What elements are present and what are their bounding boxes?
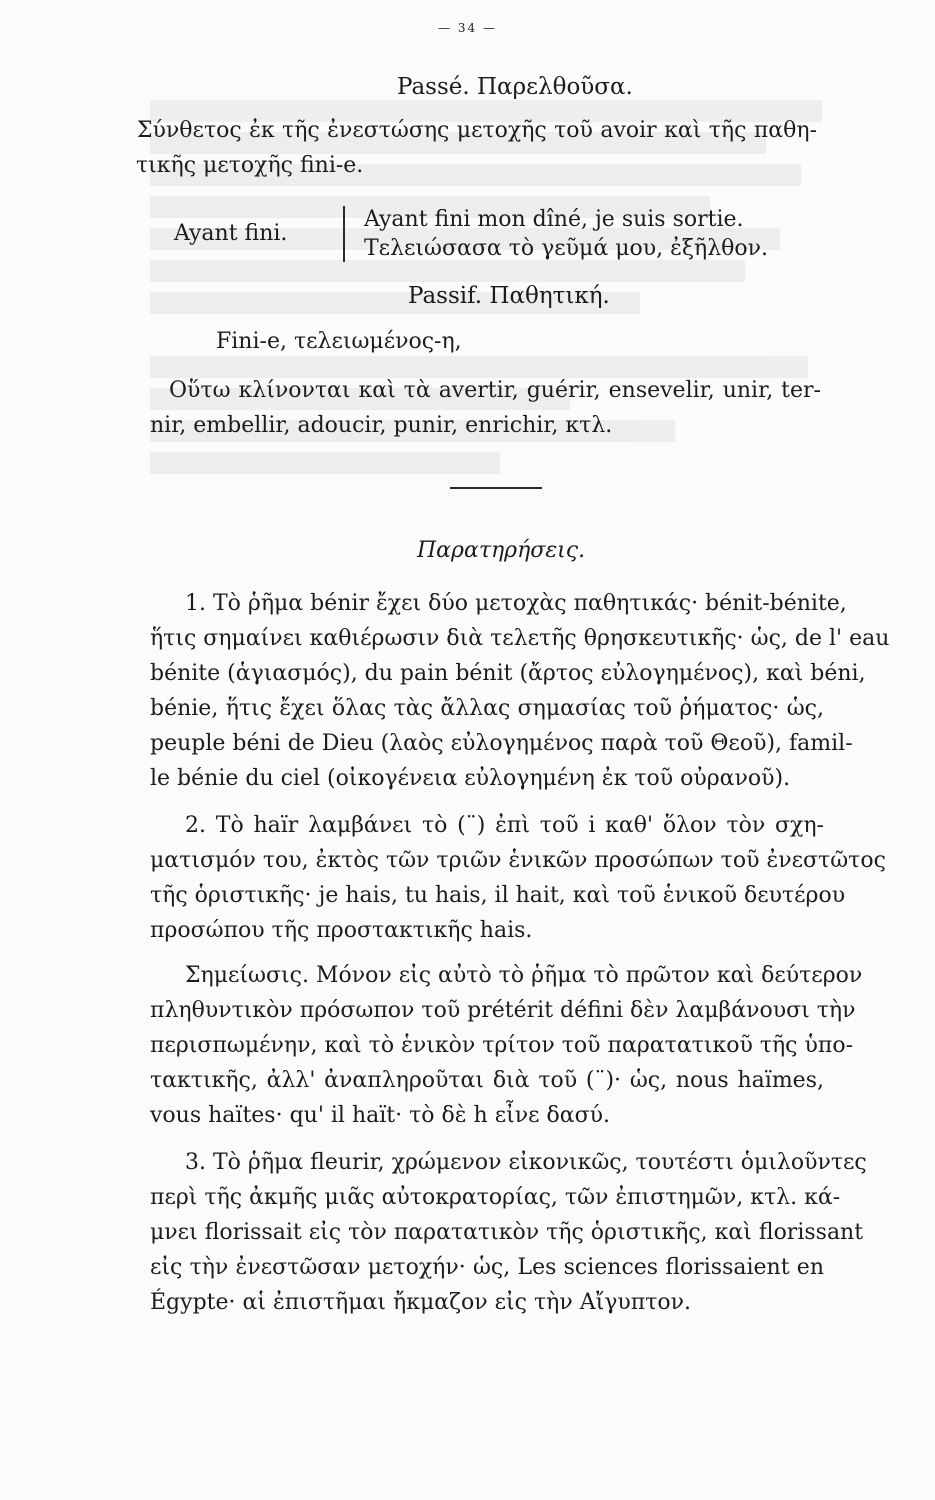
verbs-line-2: nir, embellir, adoucir, punir, enrichir, κτλ. xyxy=(150,413,613,438)
passif-heading: Passif. Παθητική. xyxy=(408,283,610,309)
obs-line-4: bénie, ἥτις ἔχει ὅλας τὰς ἄλλας σημασίας τοῦ ῥήματος· ὡς, xyxy=(150,696,824,721)
observations-title: Παρατηρήσεις. xyxy=(417,538,586,563)
brace-divider xyxy=(343,206,345,262)
obs-line-15: vous haïtes· qu' il haït· τὸ δὲ h εἶνε δασύ. xyxy=(150,1103,610,1128)
page-number: — 34 — xyxy=(438,21,497,35)
example-french: Ayant fini mon dîné, je suis sortie. xyxy=(364,207,744,232)
compound-line-1: Σύνθετος ἐκ τῆς ἐνεστώσης μετοχῆς τοῦ avoir καὶ τῆς παθη- xyxy=(137,118,817,143)
section-rule xyxy=(450,487,542,489)
obs-line-12: πληθυντικὸν πρόσωπον τοῦ prétérit défini δὲν λαμβάνουσι τὴν xyxy=(150,998,856,1023)
fini-line: Fini-e, τελειωμένος-η, xyxy=(216,329,462,354)
obs-line-16: 3. Τὸ ῥῆμα fleurir, χρώμενον εἰκονικῶς, τουτέστι ὁμιλοῦντες xyxy=(185,1150,867,1175)
obs-line-3: bénite (ἁγιασμός), du pain bénit (ἄρτος εὐλογημένος), καὶ béni, xyxy=(150,661,866,686)
ayant-fini-label: Ayant fini. xyxy=(174,221,288,246)
obs-line-18: μνει florissait εἰς τὸν παρατατικὸν τῆς ὁριστικῆς, καὶ florissant xyxy=(150,1220,864,1245)
obs-line-1: 1. Τὸ ῥῆμα bénir ἔχει δύο μετοχὰς παθητικάς· bénit-bénite, xyxy=(185,591,847,616)
obs-line-14: τακτικῆς, ἀλλ' ἀναπληροῦται διὰ τοῦ (¨)· ὡς, nous haïmes, xyxy=(150,1068,824,1093)
obs-line-10: προσώπου τῆς προστακτικῆς hais. xyxy=(150,918,533,943)
example-greek: Τελειώσασα τὸ γεῦμά μου, ἐξῆλθον. xyxy=(364,236,769,261)
obs-line-2: ἥτις σημαίνει καθιέρωσιν διὰ τελετῆς θρησκευτικῆς· ὡς, de l' eau xyxy=(150,626,890,651)
obs-line-19: εἰς τὴν ἐνεστῶσαν μετοχήν· ὡς, Les sciences florissaient en xyxy=(150,1255,824,1280)
obs-line-8: ματισμόν του, ἐκτὸς τῶν τριῶν ἑνικῶν προσώπων τοῦ ἐνεστῶτος xyxy=(150,848,886,873)
obs-line-9: τῆς ὁριστικῆς· je hais, tu hais, il hait, καὶ τοῦ ἑνικοῦ δευτέρου xyxy=(150,883,846,908)
obs-line-20: Égypte· αἱ ἐπιστῆμαι ἤκμαζον εἰς τὴν Αἴγυπτον. xyxy=(150,1290,691,1315)
verbs-line-1: Οὕτω κλίνονται καὶ τὰ avertir, guérir, ensevelir, unir, ter- xyxy=(169,378,821,403)
obs-line-11: Σημείωσις. Μόνον εἰς αὐτὸ τὸ ῥῆμα τὸ πρῶτον καὶ δεύτερον xyxy=(185,963,863,988)
compound-line-2: τικῆς μετοχῆς fini-e. xyxy=(136,153,364,178)
obs-line-5: peuple béni de Dieu (λαὸς εὐλογημένος παρὰ τοῦ Θεοῦ), famil- xyxy=(150,731,853,756)
obs-line-17: περὶ τῆς ἀκμῆς μιᾶς αὐτοκρατορίας, τῶν ἐπιστημῶν, κτλ. κά- xyxy=(150,1185,841,1210)
passe-heading: Passé. Παρελθοῦσα. xyxy=(397,74,633,100)
obs-line-13: περισπωμένην, καὶ τὸ ἑνικὸν τρίτον τοῦ παρατατικοῦ τῆς ὑπο- xyxy=(150,1033,854,1058)
obs-line-7: 2. Τὸ haïr λαμβάνει τὸ (¨) ἐπὶ τοῦ i καθ' ὅλον τὸν σχη- xyxy=(185,813,824,838)
obs-line-6: le bénie du ciel (οἰκογένεια εὐλογημένη ἐκ τοῦ οὐρανοῦ). xyxy=(150,766,791,791)
